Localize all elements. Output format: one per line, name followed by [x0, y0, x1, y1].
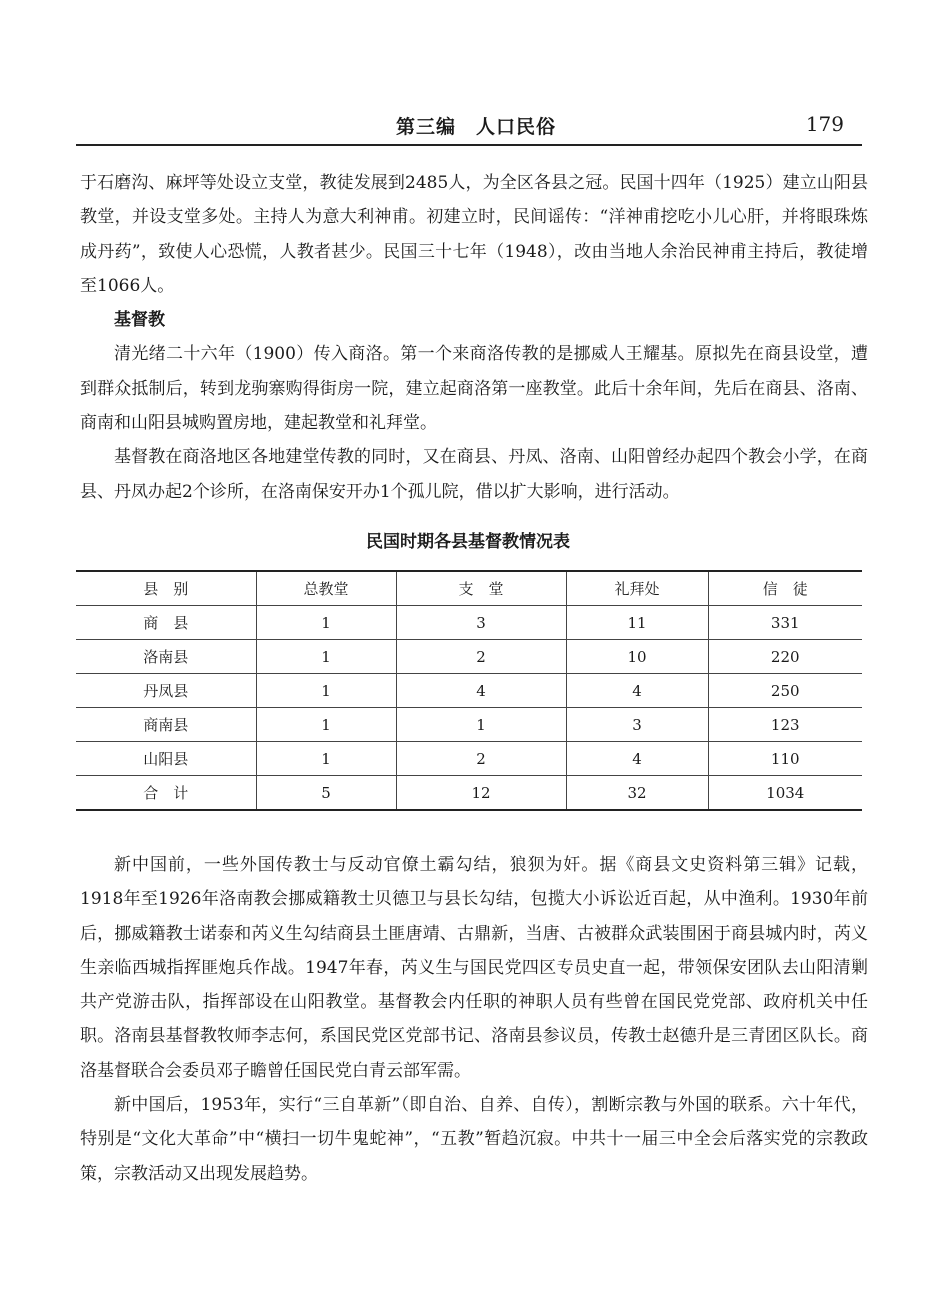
cell-county: 商南县: [76, 708, 256, 742]
column-header-county: 县 别: [76, 571, 256, 606]
cell-county: 商 县: [76, 606, 256, 640]
body-text-bottom: [80, 848, 868, 1191]
column-header-believers: 信 徒: [708, 571, 862, 606]
cell-branch-church: 3: [396, 606, 566, 640]
cell-worship-place: 4: [566, 674, 708, 708]
column-header-main-church: 总教堂: [256, 571, 396, 606]
cell-branch-church: 1: [396, 708, 566, 742]
table-header-row: [76, 571, 862, 606]
cell-believers: 123: [708, 708, 862, 742]
cell-believers: 110: [708, 742, 862, 776]
cell-believers: 1034: [708, 776, 862, 811]
cell-worship-place: 4: [566, 742, 708, 776]
table-row: [76, 640, 862, 674]
column-header-worship-place: 礼拜处: [566, 571, 708, 606]
cell-county: 山阳县: [76, 742, 256, 776]
subheading-christianity: 基督教: [114, 310, 165, 331]
table-row: [76, 742, 862, 776]
page-header: [76, 108, 862, 146]
cell-branch-church: 4: [396, 674, 566, 708]
cell-branch-church: 2: [396, 742, 566, 776]
table-total-row: [76, 776, 862, 811]
cell-worship-place: 32: [566, 776, 708, 811]
cell-believers: 220: [708, 640, 862, 674]
cell-main-church: 1: [256, 606, 396, 640]
cell-county: 丹凤县: [76, 674, 256, 708]
cell-worship-place: 3: [566, 708, 708, 742]
cell-believers: 250: [708, 674, 862, 708]
section-title: 第三编 人口民俗: [396, 116, 557, 138]
cell-believers: 331: [708, 606, 862, 640]
table-row: [76, 606, 862, 640]
cell-worship-place: 11: [566, 606, 708, 640]
cell-main-church: 5: [256, 776, 396, 811]
paragraph: 基督教在商洛地区各地建堂传教的同时，又在商县、丹凤、洛南、山阳曾经办起四个教会小学，在商县、丹凤办起2个诊所，在洛南保安开办1个孤儿院，借以扩大影响，进行活动。: [80, 447, 868, 502]
table-title: 民国时期各县基督教情况表: [366, 532, 570, 552]
paragraph: 新中国前，一些外国传教士与反动官僚土霸勾结，狼狈为奸。据《商县文史资料第三辑》记载，1918年至1926年洛南教会挪威籍教士贝德卫与县长勾结，包揽大小诉讼近百起，从中渔利。1930年前后，挪威籍教士诺泰和芮义生勾结商县土匪唐靖、古鼎新，当唐、古被群众武装围困于商县城内时，芮义生亲临西城指挥匪炮兵作战。1947年春，芮义生与国民党四区专员史直一起，带领保安团队去山阳清剿共产党游击队，指挥部设在山阳教堂。基督教会内任职的神职人员有些曾在国民党党部、政府机关中任职。洛南县基督教牧师李志何，系国民党区党部书记、洛南县参议员，传教士赵德升是三青团区队长。商洛基督联合会委员邓子瞻曾任国民党白青云部军需。: [80, 855, 868, 1081]
paragraph: 于石磨沟、麻坪等处设立支堂，教徒发展到2485人，为全区各县之冠。民国十四年（1925）建立山阳县教堂，并设支堂多处。主持人为意大利神甫。初建立时，民间谣传：“洋神甫挖吃小儿心肝，并将眼珠炼成丹药”，致使人心恐慌，人教者甚少。民国三十七年（1948），改由当地人余治民神甫主持后，教徒增至1066人。: [80, 173, 868, 296]
table-row: [76, 708, 862, 742]
cell-main-church: 1: [256, 742, 396, 776]
column-header-branch-church: 支 堂: [396, 571, 566, 606]
cell-main-church: 1: [256, 674, 396, 708]
cell-total-label: 合 计: [76, 776, 256, 811]
page-number: 179: [805, 112, 844, 136]
table-row: [76, 674, 862, 708]
cell-branch-church: 12: [396, 776, 566, 811]
cell-county: 洛南县: [76, 640, 256, 674]
paragraph: 新中国后，1953年，实行“三自革新”（即自治、自养、自传），割断宗教与外国的联系。六十年代，特别是“文化大革命”中“横扫一切牛鬼蛇神”，“五教”暂趋沉寂。中共十一届三中全会后落实党的宗教政策，宗教活动又出现发展趋势。: [80, 1095, 868, 1184]
cell-main-church: 1: [256, 708, 396, 742]
cell-worship-place: 10: [566, 640, 708, 674]
body-text-top: [80, 166, 868, 509]
paragraph: 清光绪二十六年（1900）传入商洛。第一个来商洛传教的是挪威人王耀基。原拟先在商县设堂，遭到群众抵制后，转到龙驹寨购得街房一院，建立起商洛第一座教堂。此后十余年间，先后在商县、洛南、商南和山阳县城购置房地，建起教堂和礼拜堂。: [80, 344, 868, 434]
cell-branch-church: 2: [396, 640, 566, 674]
christianity-stats-table: [76, 570, 862, 811]
cell-main-church: 1: [256, 640, 396, 674]
